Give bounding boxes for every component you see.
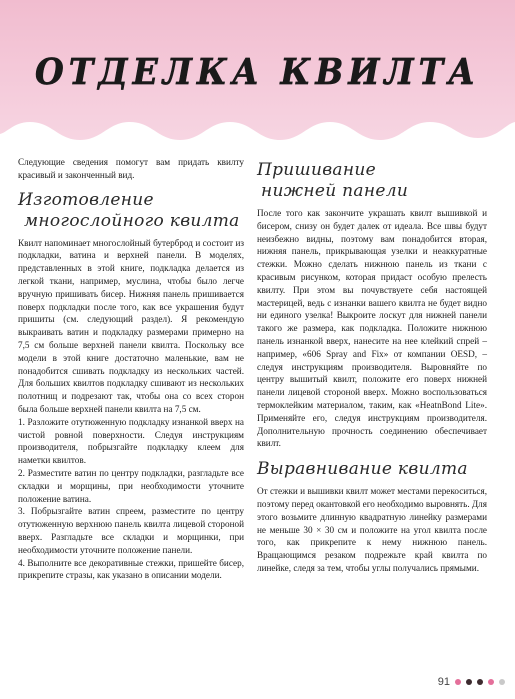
footer-dot [455, 679, 461, 685]
footer-dot [499, 679, 505, 685]
intro-paragraph: Следующие сведения помогут вам придать квилту красивый и законченный вид. [18, 157, 244, 180]
page-title: ОТДЕЛКА КВИЛТА [34, 50, 481, 93]
section-heading-backing: Пришивание [257, 160, 376, 180]
backing-body: После того как закончите украшать квилт вышивкой и бисером, снизу он будет далек от идеала. Все швы будут неизбежно видны, поэтому вам понадобится вторая, нижняя панель, прикрывающая узелки и неаккуратные стежки. Можно сделать нижнюю панель из ткани с красивым рисунком, которая придаст особую прелесть квилту. При этом вы почувствуете себя настоящей мастерицей, ведь с изнанки вашего квилта не будет видно ни единого узелка! Выкроите лоскут для нижней панели такого же размера, как подкладка. Положите нижнюю панель изнанкой вверх, нанесите на нее клейкий спрей – например, «606 Spray and Fix» от компании OESD, – следуя инструкциям производителя. Выровняйте по центру вышитый квилт, положите его поверх нижней панели лицевой стороной вверх. Можно воспользоваться термоклейким материалом, таким, как «HeatnBond Lite». Применяйте его, следуя инструкциям производителя. Дополнительную прочность соединению обеспечивает квилт. [257, 208, 487, 449]
section-heading-layering-2: многослойного квилта [24, 210, 240, 231]
section-heading-squaring: Выравнивание квилта [257, 459, 468, 480]
step-item: 4. Выполните все декоративные стежки, пришейте бисер, прикрепите стразы, как указано в описании модели. [18, 557, 244, 581]
step-item: 1. Разложите отутюженную подкладку изнанкой вверх на чистой ровной поверхности. Следуя инструкциям производителя, побрызгайте подкладку клеем для наметки квилтов. [18, 416, 244, 466]
section-heading-layering: Изготовление [18, 189, 154, 210]
squaring-body: От стежки и вышивки квилт может местами перекоситься, поэтому перед окантовкой его необходимо выровнять. Для этого возьмите длинную квадратную линейку размерами не меньше 30 × 30 см и положите на угол квилта после того, как прикрепите к нему нижнюю панель. Вращающимся резаком подрежьте край квилта по линейке, следя за тем, чтобы углы получались прямыми. [257, 486, 488, 573]
layering-body: Квилт напоминает многослойный бутерброд и состоит из подкладки, ватина и верхней панели. В моделях, представленных в этой книге, подкладка делается из легкой ткани, например, муслина, чтобы было легче вручную пришивать бисер. Нижняя панель пришивается поверх подкладки после того, как все украшения будут пришиты (см. следующий раздел). Я рекомендую выкраивать ватин и подкладку размерами примерно на 7,5 см больше верхней панели квилта. Поскольку все модели в этой книге достаточно маленькие, вам не понадобится сшивать подкладку из нескольких частей. Для больших квилтов подкладку сшивают из нескольких полотнищ и подрезают так, чтобы она со всех сторон была больше верхней панели квилта на 7,5 см. [18, 237, 244, 414]
left-column [18, 156, 244, 582]
footer-dot [488, 679, 494, 685]
page-number: 91 [437, 676, 450, 688]
footer-dot [466, 679, 472, 685]
footer-dot [477, 679, 483, 685]
step-item: 3. Побрызгайте ватин спреем, разместите по центру отутюженную верхнюю панель квилта лицевой стороной вверх. Разгладьте все складки и морщинки, при необходимости уточните положение панели. [18, 506, 244, 555]
section-heading-backing-2: нижней панели [261, 181, 409, 201]
step-item: 2. Разместите ватин по центру подкладки, разгладьте все складки и морщины, при необходимости уточните положение ватина. [18, 467, 244, 504]
right-column [257, 160, 487, 575]
page-footer [438, 676, 505, 688]
